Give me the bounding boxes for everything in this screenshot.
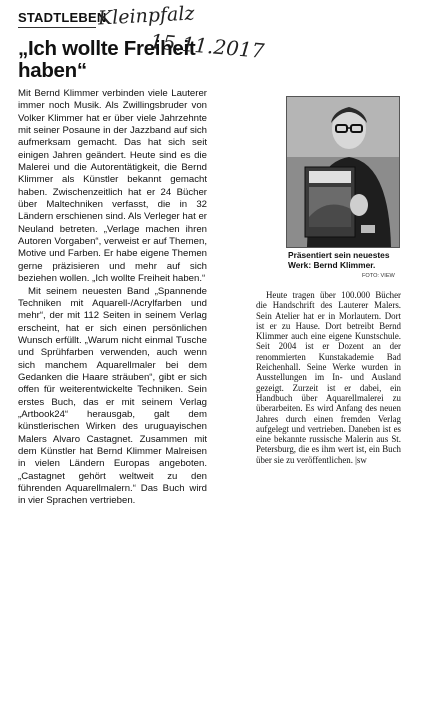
article-paragraph: Mit Bernd Klimmer verbinden viele Lauterer immer noch Musik. Als Zwillingsbruder von Volker Klimmer hat er über viele Jahrzehnte mit seiner Posaune in der Jazzband auf sich aufmerksam gemacht. Das hat sich seit einigen Jahren geändert. Heute sind es die Malerei und die Autorentätigkeit, die Bernd Klimmer als Künstler bekannt gemacht haben. Zwischenzeitlich hat er 24 Bücher über Maltechniken verfasst, die in 32 Ländern erschienen sind. Als Verleger hat er Neuland betreten. „Verlage machen ihren Autoren Vorgaben“, verweist er auf Themen, Motive und Farben. Er habe eigene Themen gerne präzisieren und mehr auf sich beziehen wollen. „Ich wollte Freiheit haben.“ bbox=[18, 88, 207, 285]
article-body-left-column bbox=[18, 88, 207, 508]
section-rule bbox=[18, 27, 96, 28]
article-body-right-column bbox=[256, 290, 401, 465]
portrait-with-book-image bbox=[287, 97, 399, 247]
article-paragraph: Heute tragen über 100.000 Bücher die Handschrift des Lauterer Malers. Sein Atelier hat er in Morlautern. Dort ist er zu Hause. Dort betreibt Bernd Klimmer auch eine eigene Kunstschule. Seit 2004 ist er Dozent an der renommierten Kunstakademie Bad Reichenhall. Seine Werke wurden in Ausstellungen im In- und Ausland gezeigt. Zurzeit ist er dabei, ein Handbuch über Aquarellmalerei zu überarbeiten. Es wird Anfang des neuen Jahres durch einen fremden Verlag aufgelegt und vertrieben. Daneben ist es eine bekannte russische Malerin aus St. Petersburg, die es ihm wert ist, ein Buch über sie zu veröffentlichen. bbox=[256, 290, 401, 465]
article-headline: „Ich wollte Freiheit haben“ bbox=[18, 37, 196, 82]
handwritten-date-note: 15.11.2017 bbox=[149, 29, 266, 63]
photo-caption: Präsentiert sein neuestes Werk: Bernd Klimmer. bbox=[288, 250, 390, 270]
section-label: STADTLEBEN bbox=[18, 10, 107, 25]
author-initials: |sw bbox=[355, 454, 367, 465]
photo-credit: FOTO: VIEW bbox=[362, 273, 395, 279]
handwritten-source-note: Kleinpfalz bbox=[97, 2, 195, 30]
article-paragraph: Mit seinem neuesten Band „Spannende Techniken mit Aquarell-/Acrylfarben und mehr“, der mit 112 Seiten in seinem Verlag erscheint, hat er sich einen persönlichen Wunsch erfüllt. „Warum nicht einmal Tusche und Sprühfarben verwenden, auch wenn sich manchem Aquarellmaler bei dem Gedanken die Haare sträuben“, gibt er sich offen für weiterentwickelte Techniken. Sein erstes Buch, das er mit seinem Verlag „Artbook24“ herausgab, galt dem künstlerischen Wirken des uruguayischen Malers Alvaro Castagnet. Zusammen mit dem Künstler hat Bernd Klimmer Malreisen in vielen Ländern Europas angeboten. „Castagnet gehört weltweit zu den führenden Aquarellmalern.“ Das Buch wird in vier Sprachen vertrieben. bbox=[18, 285, 207, 507]
article-photo bbox=[286, 96, 400, 248]
